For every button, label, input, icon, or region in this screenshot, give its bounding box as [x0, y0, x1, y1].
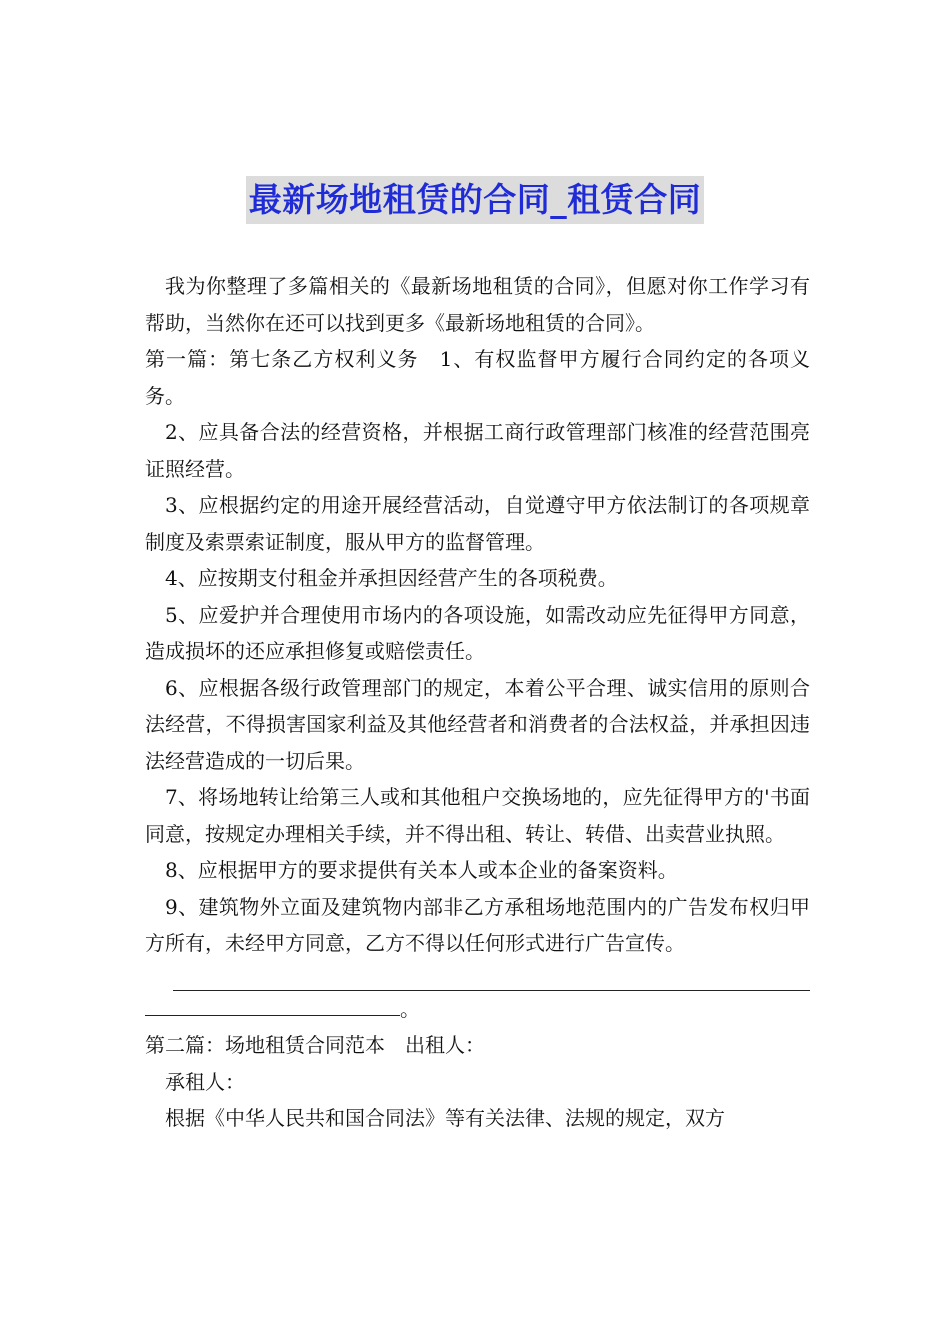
- lessee-line: 承租人：: [165, 1069, 245, 1094]
- blank-line-rule-short: [145, 997, 400, 1016]
- clause-9: 9、建筑物外立面及建筑物内部非乙方承租场地范围内的广告发布权归甲方所有，未经甲方同意，乙方不得以任何形式进行广告宣传。: [145, 894, 810, 955]
- clause-4: 4、应按期支付租金并承担因经营产生的各项税费。: [165, 566, 618, 590]
- blank-line-end: [145, 991, 810, 1028]
- blank-line-rule: [173, 970, 810, 991]
- legal-basis-paragraph: 根据《中华人民共和国合同法》等有关法律、法规的规定，双方: [165, 1106, 725, 1130]
- clause-5: 5、应爱护并合理使用市场内的各项设施，如需改动应先征得甲方同意，造成损坏的还应承担修复或赔偿责任。: [145, 602, 810, 663]
- blank-line-period: 。: [400, 996, 420, 1021]
- clause-2: 2、应具备合法的经营资格，并根据工商行政管理部门核准的经营范围亮证照经营。: [145, 420, 810, 481]
- clause-6: 6、应根据各级行政管理部门的规定，本着公平合理、诚实信用的原则合法经营，不得损害国家利益及其他经营者和消费者的合法权益，并承担因违法经营造成的一切后果。: [145, 675, 810, 773]
- section-1-paragraph: 第一篇：第七条乙方权利义务 1、有权监督甲方履行合同约定的各项义务。: [145, 347, 810, 408]
- section-2-paragraph: 第二篇：场地租赁合同范本 出租人：: [145, 1033, 485, 1057]
- document-title-wrap: [0, 176, 950, 224]
- clause-3: 3、应根据约定的用途开展经营活动，自觉遵守甲方依法制订的各项规章制度及索票索证制度，服从甲方的监督管理。: [145, 493, 810, 554]
- clause-7: 7、将场地转让给第三人或和其他租户交换场地的，应先征得甲方的'书面同意，按规定办理相关手续，并不得出租、转让、转借、出卖营业执照。: [145, 785, 810, 846]
- document-title: 最新场地租赁的合同_租赁合同: [246, 176, 705, 224]
- document-body: [145, 268, 810, 1137]
- intro-paragraph: 我为你整理了多篇相关的《最新场地租赁的合同》，但愿对你工作学习有帮助，当然你在还可以找到更多《最新场地租赁的合同》。: [145, 274, 810, 335]
- clause-8: 8、应根据甲方的要求提供有关本人或本企业的备案资料。: [165, 858, 678, 882]
